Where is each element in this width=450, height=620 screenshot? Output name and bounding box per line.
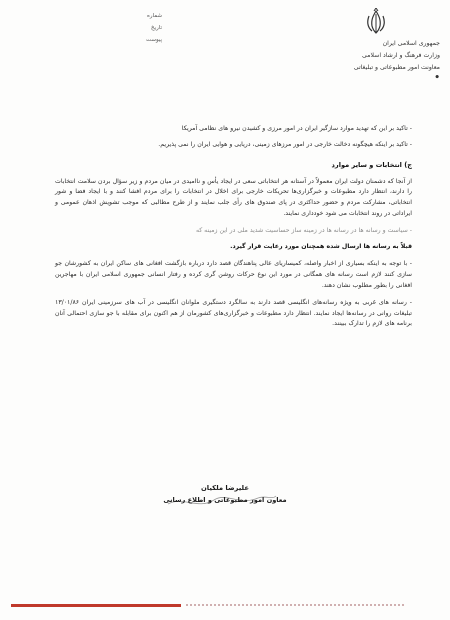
signature-block bbox=[140, 482, 310, 506]
letterhead bbox=[240, 38, 440, 82]
paragraph: - با توجه به اینکه بسیاری از اخبار واصله، کمیساریای عالی پناهندگان قصد دارد درباره بازگشت افغانی های ساکن ایران به کشورشان جو سازی کنند لازم است رسانه های همگانی در مورد این نوع حرکات روشن گری کرده و رفتار انسانی جمهوری اسلامی ایران با مهاجرین افغانی را بطور مطلوب نشان دهند. bbox=[55, 260, 412, 289]
signatory-title: معاون امور مطبوعاتی و اطلاع رسانی bbox=[163, 496, 287, 504]
country-name: جمهوری اسلامی ایران bbox=[382, 40, 440, 47]
signatory-name: علیرضا ملکیان bbox=[201, 484, 249, 492]
paragraph: - رسانه های غربی به ویژه رسانه‌های انگلیسی قصد دارند به سالگرد دستگیری ملوانان انگلیسی در آب های سرزمینی ایران ۱۳/۰۱/۸۶ تبلیغات روانی در رسانه‌ها ایجاد نمایند. انتظار دارد مطبوعات و خبرگزاری‌های کشورمان از هم اکنون برای مقابله با جو سازی احتمالی آنان برنامه های لازم را تدارک ببینند. bbox=[55, 299, 412, 328]
bullet-item: - تاکید بر اینکه هیچگونه دخالت خارجی در امور مرزهای زمینی، دریایی و هوایی ایران را نمی پذیریم. bbox=[158, 140, 412, 148]
paragraph-faint: - سیاست و رسانه ها در رسانه ها در زمینه ساز حساسیت شدید ملی در این زمینه که bbox=[195, 227, 412, 235]
attachment-label: پیوست bbox=[145, 37, 162, 43]
header-mark: • bbox=[434, 73, 440, 83]
section-heading: ج) انتخابات و سایر موارد bbox=[331, 161, 412, 170]
bullet-item: - تاکید بر این که تهدید موارد سازگیر ایران در امور مرزی و کشیدن نیرو های نظامی آمریکا bbox=[181, 125, 412, 132]
paragraph-bold: قبلاً به رسانه ها ارسال شده همچنان مورد رعایت قرار گیرد. bbox=[230, 242, 412, 250]
ministry-name: وزارت فرهنگ و ارشاد اسلامی bbox=[361, 52, 440, 59]
letter-body bbox=[55, 124, 412, 337]
paragraph: از آنجا که دشمنان دولت ایران معمولاً در آستانه هر انتخاباتی سعی در ایجاد یأس و ناامیدی در میان مردم و زیر سؤال بردن سلامت انتخابات را دارند، انتظار دارد مطبوعات و خبرگزاری‌ها تحریکات خارجی برای اخلال در انتخابات را برای مردم افشا کنند و با ایجاد فضا و شور انتخاباتی، مشارکت مردم و حضور حداکثری در پای صندوق های رأی جلب نمایند و از طرح مطالبی که موجب تشویش اذهان عمومی و ایراداتی در روند انتخابات می شود خودداری نمایند. bbox=[55, 177, 412, 217]
date-label: تاریخ bbox=[151, 25, 162, 31]
national-emblem-icon bbox=[364, 8, 388, 36]
deputy-office-name: معاونت امور مطبوعاتی و تبلیغاتی bbox=[353, 64, 440, 71]
footer-bar bbox=[11, 604, 181, 607]
number-label: شماره bbox=[146, 13, 162, 19]
footer-divider bbox=[186, 604, 406, 606]
letter-meta bbox=[92, 10, 162, 46]
